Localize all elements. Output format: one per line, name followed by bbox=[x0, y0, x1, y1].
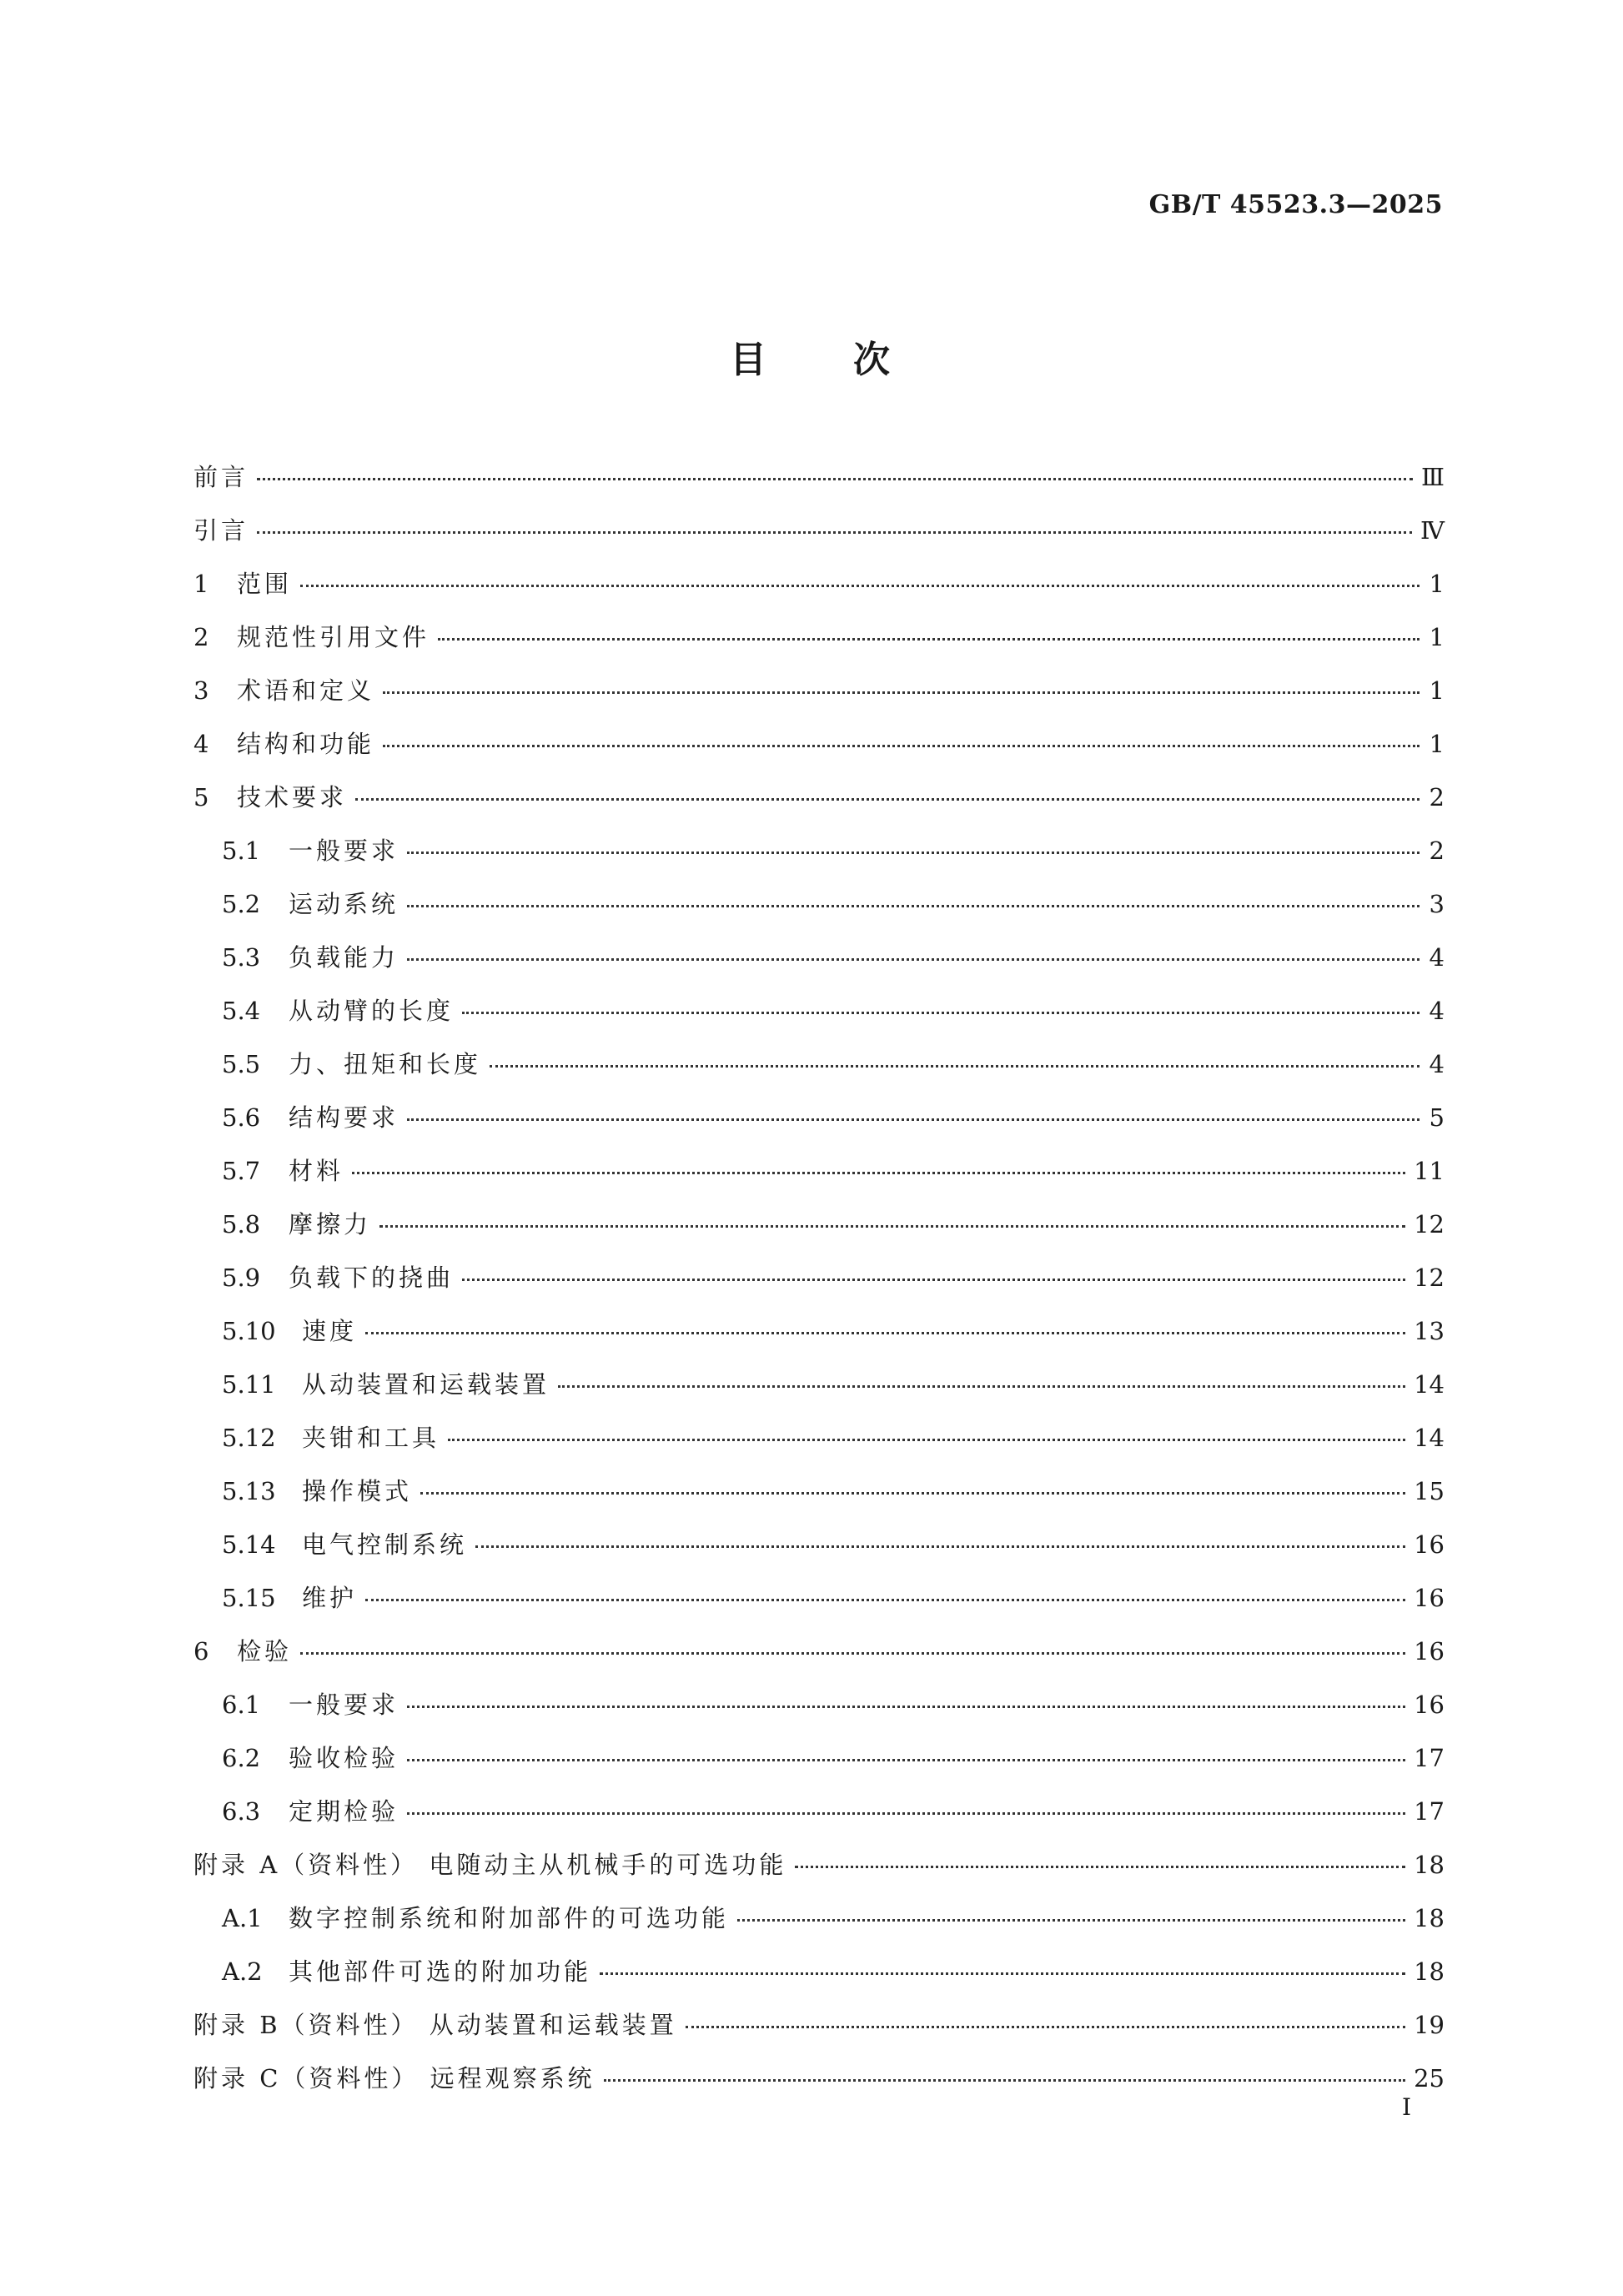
toc-dot-leader bbox=[737, 1919, 1405, 1922]
toc-entry[interactable] bbox=[193, 2062, 1445, 2115]
toc-entry-label: 规范性引用文件 bbox=[237, 623, 430, 651]
toc-entry-number: 5.4 bbox=[222, 997, 261, 1025]
toc-entry-label: 附录 A（资料性） 电随动主从机械手的可选功能 bbox=[193, 1851, 787, 1879]
toc-entry[interactable] bbox=[193, 1902, 1445, 1955]
toc-entry-page: 17 bbox=[1414, 1797, 1445, 1826]
toc-dot-leader bbox=[600, 1972, 1405, 1975]
toc-dot-leader bbox=[420, 1492, 1405, 1495]
toc-dot-leader bbox=[407, 905, 1419, 907]
toc-entry-label: 电气控制系统 bbox=[302, 1530, 468, 1559]
toc-entry-page: 5 bbox=[1429, 1103, 1445, 1132]
toc-dot-leader bbox=[257, 478, 1413, 480]
toc-entry-page: 14 bbox=[1414, 1370, 1445, 1399]
toc-entry-number: 5.2 bbox=[222, 890, 261, 918]
toc-entry[interactable] bbox=[193, 514, 1445, 567]
toc-entry-page: 17 bbox=[1414, 1744, 1445, 1772]
toc-entry-number: 5.8 bbox=[222, 1210, 261, 1238]
toc-entry-number: A.2 bbox=[222, 1957, 263, 1986]
toc-entry[interactable] bbox=[193, 1101, 1445, 1154]
table-of-contents bbox=[193, 460, 1445, 2115]
toc-entry-number: 5 bbox=[193, 783, 209, 811]
toc-entry-page: Ⅲ bbox=[1421, 463, 1445, 491]
toc-entry-label: 定期检验 bbox=[289, 1797, 399, 1826]
toc-entry[interactable] bbox=[193, 727, 1445, 781]
toc-dot-leader bbox=[407, 1759, 1405, 1761]
toc-entry-number: 6 bbox=[193, 1637, 209, 1665]
toc-entry[interactable] bbox=[193, 460, 1445, 514]
toc-dot-leader bbox=[558, 1385, 1405, 1388]
toc-entry[interactable] bbox=[193, 1795, 1445, 1848]
toc-entry-label: 技术要求 bbox=[237, 783, 348, 811]
toc-entry-number: 5.9 bbox=[222, 1264, 261, 1292]
toc-entry-label: 从动臂的长度 bbox=[289, 997, 455, 1025]
toc-entry[interactable] bbox=[193, 2008, 1445, 2062]
toc-entry[interactable] bbox=[193, 620, 1445, 674]
toc-dot-leader bbox=[300, 1652, 1405, 1655]
toc-entry-label: 运动系统 bbox=[289, 890, 399, 918]
toc-entry[interactable] bbox=[193, 781, 1445, 834]
toc-entry-page: 1 bbox=[1429, 570, 1445, 598]
toc-dot-leader bbox=[300, 585, 1419, 587]
toc-dot-leader bbox=[795, 1866, 1405, 1868]
toc-entry[interactable] bbox=[193, 834, 1445, 887]
toc-entry-number: 5.3 bbox=[222, 943, 261, 972]
toc-dot-leader bbox=[462, 1012, 1419, 1014]
toc-entry-page: 11 bbox=[1414, 1157, 1445, 1185]
toc-entry-page: 18 bbox=[1414, 1851, 1445, 1879]
toc-entry-label: 引言 bbox=[193, 516, 249, 545]
toc-entry-page: 1 bbox=[1429, 676, 1445, 705]
toc-entry-page: 1 bbox=[1429, 730, 1445, 758]
toc-entry[interactable] bbox=[193, 1848, 1445, 1902]
toc-dot-leader bbox=[383, 745, 1419, 747]
toc-entry-label: 从动装置和运载装置 bbox=[302, 1370, 550, 1399]
toc-entry-number: A.1 bbox=[222, 1904, 263, 1932]
toc-dot-leader bbox=[355, 798, 1419, 801]
toc-entry-number: 6.2 bbox=[222, 1744, 261, 1772]
toc-entry-label: 其他部件可选的附加功能 bbox=[289, 1957, 592, 1986]
toc-entry[interactable] bbox=[193, 567, 1445, 620]
toc-entry-page: Ⅳ bbox=[1420, 516, 1445, 545]
toc-entry-page: 25 bbox=[1414, 2064, 1445, 2093]
toc-entry[interactable] bbox=[193, 1261, 1445, 1314]
toc-entry-number: 5.15 bbox=[222, 1584, 276, 1612]
toc-entry[interactable] bbox=[193, 994, 1445, 1048]
toc-entry-label: 验收检验 bbox=[289, 1744, 399, 1772]
toc-entry-label: 范围 bbox=[237, 570, 293, 598]
toc-dot-leader bbox=[438, 638, 1419, 641]
toc-entry-number: 5.11 bbox=[222, 1370, 276, 1399]
toc-entry-page: 4 bbox=[1429, 997, 1445, 1025]
toc-entry-page: 16 bbox=[1414, 1530, 1445, 1559]
toc-entry-label: 前言 bbox=[193, 463, 249, 491]
toc-entry-label: 材料 bbox=[289, 1157, 344, 1185]
toc-entry[interactable] bbox=[193, 1741, 1445, 1795]
toc-entry[interactable] bbox=[193, 1208, 1445, 1261]
toc-entry-number: 5.14 bbox=[222, 1530, 276, 1559]
toc-dot-leader bbox=[365, 1332, 1405, 1334]
toc-entry-page: 12 bbox=[1414, 1264, 1445, 1292]
toc-entry-label: 结构要求 bbox=[289, 1103, 399, 1132]
toc-dot-leader bbox=[407, 852, 1419, 854]
toc-dot-leader bbox=[448, 1439, 1405, 1441]
toc-entry-page: 14 bbox=[1414, 1424, 1445, 1452]
toc-entry-number: 5.1 bbox=[222, 837, 261, 865]
toc-dot-leader bbox=[490, 1065, 1419, 1068]
toc-entry[interactable] bbox=[193, 1314, 1445, 1368]
toc-entry-label: 附录 B（资料性） 从动装置和运载装置 bbox=[193, 2011, 677, 2039]
toc-entry[interactable] bbox=[193, 887, 1445, 941]
toc-entry-page: 16 bbox=[1414, 1584, 1445, 1612]
toc-dot-leader bbox=[407, 1118, 1419, 1121]
toc-entry-number: 3 bbox=[193, 676, 209, 705]
toc-entry-page: 18 bbox=[1414, 1904, 1445, 1932]
toc-dot-leader bbox=[686, 2026, 1405, 2028]
toc-entry-page: 16 bbox=[1414, 1691, 1445, 1719]
toc-entry-page: 4 bbox=[1429, 1050, 1445, 1078]
toc-entry[interactable] bbox=[193, 1688, 1445, 1741]
toc-entry[interactable] bbox=[193, 1421, 1445, 1475]
toc-entry-label: 结构和功能 bbox=[237, 730, 375, 758]
toc-dot-leader bbox=[352, 1172, 1405, 1174]
toc-entry-page: 18 bbox=[1414, 1957, 1445, 1986]
toc-entry-label: 速度 bbox=[302, 1317, 358, 1345]
toc-entry-page: 19 bbox=[1414, 2011, 1445, 2039]
toc-entry[interactable] bbox=[193, 674, 1445, 727]
toc-entry-page: 13 bbox=[1414, 1317, 1445, 1345]
toc-entry-page: 2 bbox=[1429, 783, 1445, 811]
toc-entry-label: 力、扭矩和长度 bbox=[289, 1050, 482, 1078]
toc-entry-page: 16 bbox=[1414, 1637, 1445, 1665]
footer-page-number: I bbox=[1401, 2093, 1411, 2121]
toc-dot-leader bbox=[383, 691, 1419, 694]
page-title bbox=[0, 329, 1623, 383]
toc-entry-number: 6.3 bbox=[222, 1797, 261, 1826]
toc-entry-number: 4 bbox=[193, 730, 209, 758]
toc-entry-label: 负载能力 bbox=[289, 943, 399, 972]
toc-entry-page: 12 bbox=[1414, 1210, 1445, 1238]
toc-dot-leader bbox=[365, 1599, 1405, 1601]
toc-dot-leader bbox=[462, 1279, 1405, 1281]
title-part-1: 目 bbox=[730, 339, 770, 381]
toc-entry-label: 操作模式 bbox=[302, 1477, 413, 1505]
toc-entry-label: 负载下的挠曲 bbox=[289, 1264, 455, 1292]
toc-entry-label: 夹钳和工具 bbox=[302, 1424, 440, 1452]
toc-entry[interactable] bbox=[193, 1581, 1445, 1635]
toc-dot-leader bbox=[604, 2079, 1405, 2082]
toc-entry-number: 5.5 bbox=[222, 1050, 261, 1078]
toc-entry-label: 摩擦力 bbox=[289, 1210, 372, 1238]
toc-entry-label: 维护 bbox=[302, 1584, 358, 1612]
toc-entry-page: 15 bbox=[1414, 1477, 1445, 1505]
toc-entry[interactable] bbox=[193, 1475, 1445, 1528]
toc-dot-leader bbox=[475, 1545, 1405, 1548]
toc-entry-label: 一般要求 bbox=[289, 837, 399, 865]
toc-dot-leader bbox=[407, 1812, 1405, 1815]
toc-entry[interactable] bbox=[193, 1955, 1445, 2008]
toc-entry-label: 术语和定义 bbox=[237, 676, 375, 705]
toc-entry[interactable] bbox=[193, 1635, 1445, 1688]
toc-entry-number: 6.1 bbox=[222, 1691, 261, 1719]
toc-dot-leader bbox=[407, 958, 1419, 961]
title-part-2: 次 bbox=[853, 339, 893, 381]
toc-entry-number: 5.7 bbox=[222, 1157, 261, 1185]
toc-entry-page: 4 bbox=[1429, 943, 1445, 972]
toc-dot-leader bbox=[407, 1706, 1405, 1708]
toc-entry-number: 1 bbox=[193, 570, 209, 598]
toc-entry-label: 数字控制系统和附加部件的可选功能 bbox=[289, 1904, 730, 1932]
toc-entry[interactable] bbox=[193, 1528, 1445, 1581]
toc-entry-page: 3 bbox=[1429, 890, 1445, 918]
toc-entry-label: 一般要求 bbox=[289, 1691, 399, 1719]
toc-dot-leader bbox=[379, 1225, 1405, 1228]
toc-entry[interactable] bbox=[193, 941, 1445, 994]
toc-entry-number: 5.6 bbox=[222, 1103, 261, 1132]
toc-dot-leader bbox=[257, 531, 1412, 534]
toc-entry-label: 附录 C（资料性） 远程观察系统 bbox=[193, 2064, 595, 2093]
toc-entry[interactable] bbox=[193, 1368, 1445, 1421]
toc-entry[interactable] bbox=[193, 1154, 1445, 1208]
toc-entry[interactable] bbox=[193, 1048, 1445, 1101]
standard-number: GB/T 45523.3—2025 bbox=[1148, 190, 1443, 219]
toc-entry-number: 2 bbox=[193, 623, 209, 651]
toc-entry-label: 检验 bbox=[237, 1637, 293, 1665]
toc-entry-number: 5.13 bbox=[222, 1477, 276, 1505]
toc-entry-page: 1 bbox=[1429, 623, 1445, 651]
toc-entry-page: 2 bbox=[1429, 837, 1445, 865]
toc-entry-number: 5.12 bbox=[222, 1424, 276, 1452]
toc-entry-number: 5.10 bbox=[222, 1317, 276, 1345]
